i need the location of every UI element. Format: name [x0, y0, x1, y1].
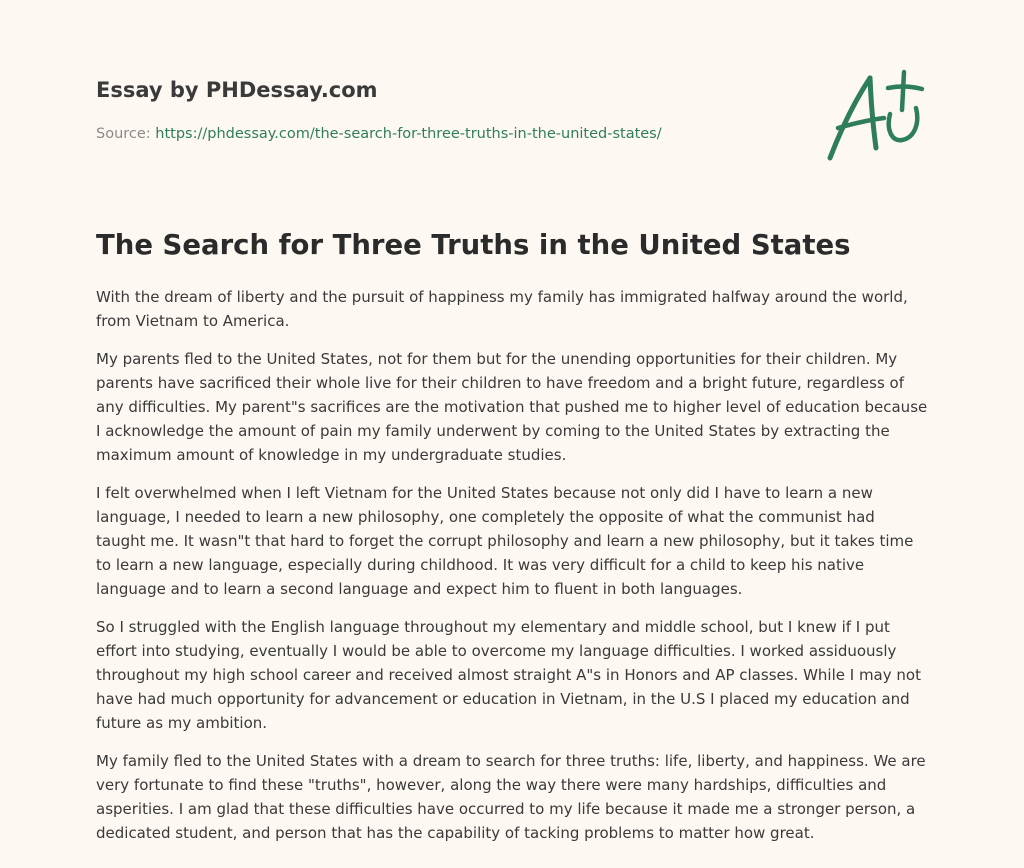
brand-title: Essay by PHDessay.com	[96, 78, 378, 102]
essay-paragraph: With the dream of liberty and the pursuit of happiness my family has immigrated halfway around the world, from Vietnam to America.	[96, 288, 908, 330]
essay-body	[96, 285, 928, 859]
a-plus-grade-icon	[822, 68, 928, 164]
essay-paragraph: My family fled to the United States with a dream to search for three truths: life, liberty, and happiness. We are very fortunate to find these "truths", however, along the way there were many hardships, difficulties and asperities. I am glad that these difficulties have occurred to my life because it made me a stronger person, a dedicated student, and person that has the capability of tacking problems to matter how great.	[96, 752, 926, 842]
source-label: Source:	[96, 126, 156, 142]
page-title: The Search for Three Truths in the United States	[96, 229, 851, 261]
page-header	[96, 76, 796, 144]
essay-paragraph: So I struggled with the English language throughout my elementary and middle school, but I knew if I put effort into studying, eventually I would be able to overcome my language difficulties. I worked assiduously throughout my high school career and received almost straight A"s in Honors and AP classes. While I may not have had much opportunity for advancement or education in Vietnam, in the U.S I placed my education and future as my ambition.	[96, 618, 921, 732]
source-line	[96, 124, 796, 144]
essay-paragraph: I felt overwhelmed when I left Vietnam for the United States because not only did I have to learn a new language, I needed to learn a new philosophy, one completely the opposite of what the communist had taught me. It wasn"t that hard to forget the corrupt philosophy and learn a new philosophy, but it takes time to learn a new language, especially during childhood. It was very difficult for a child to keep his native language and to learn a second language and expect him to fluent in both languages.	[96, 484, 914, 598]
source-link[interactable]: https://phdessay.com/the-search-for-three-truths-in-the-united-states/	[155, 126, 662, 142]
essay-paragraph: My parents fled to the United States, not for them but for the unending opportunities for their children. My parents have sacrificed their whole live for their children to have freedom and a bright future, regardless of any difficulties. My parent"s sacrifices are the motivation that pushed me to higher level of education because I acknowledge the amount of pain my family underwent by coming to the United States by extracting the maximum amount of knowledge in my undergraduate studies.	[96, 350, 928, 464]
